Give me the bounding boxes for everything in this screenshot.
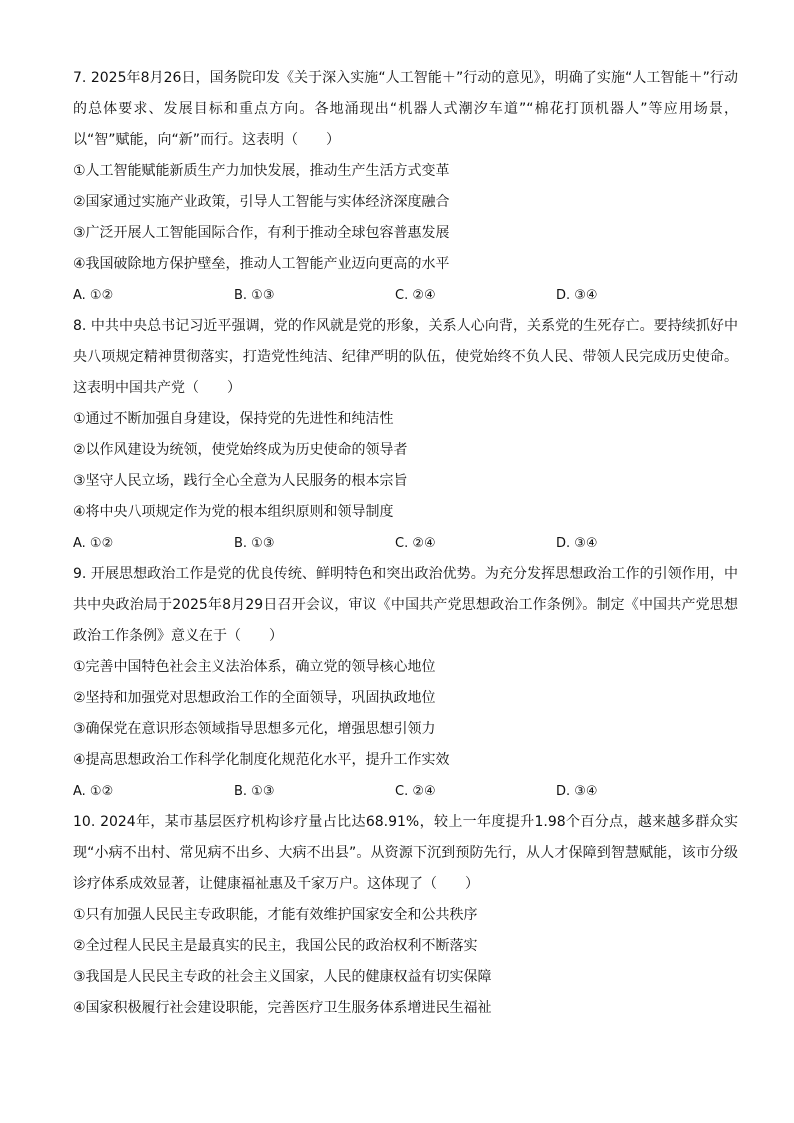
question-stem: 7. 2025年8月26日，国务院印发《关于深入实施“人工智能＋”行动的意见》，明确了实施“人工智能＋”行动的总体要求、发展目标和重点方向。各地涌现出“机器人式潮汐车道”“棉花打顶机器人”等应用场景，以“智”赋能，向“新”而行。这表明（ ） <box>73 70 738 148</box>
statement-4: ④我国破除地方保护壁垒，推动人工智能产业迈向更高的水平 <box>73 256 450 272</box>
statement-3: ③坚守人民立场，践行全心全意为人民服务的根本宗旨 <box>73 473 408 489</box>
choice-c: C. ②④ <box>395 536 436 551</box>
statement-2: ②全过程人民民主是最真实的民主，我国公民的政治权利不断落实 <box>73 938 478 954</box>
answer-choices <box>73 280 738 311</box>
answer-choices <box>73 776 738 807</box>
statement-3: ③我国是人民民主专政的社会主义国家，人民的健康权益有切实保障 <box>73 969 492 985</box>
choice-c: C. ②④ <box>395 288 436 303</box>
question-8 <box>73 311 738 559</box>
choice-d: D. ③④ <box>556 536 598 551</box>
question-9 <box>73 559 738 807</box>
choice-d: D. ③④ <box>556 784 598 799</box>
question-7 <box>73 63 738 311</box>
statement-1: ①通过不断加强自身建设，保持党的先进性和纯洁性 <box>73 411 394 427</box>
choice-b: B. ①③ <box>234 288 275 303</box>
choice-a: A. ①② <box>73 784 114 799</box>
choice-b: B. ①③ <box>234 784 275 799</box>
statement-3: ③广泛开展人工智能国际合作，有利于推动全球包容普惠发展 <box>73 225 450 241</box>
choice-c: C. ②④ <box>395 784 436 799</box>
choice-a: A. ①② <box>73 288 114 303</box>
statement-3: ③确保党在意识形态领域指导思想多元化，增强思想引领力 <box>73 721 436 737</box>
statement-4: ④国家积极履行社会建设职能，完善医疗卫生服务体系增进民生福祉 <box>73 1000 492 1016</box>
question-stem: 8. 中共中央总书记习近平强调，党的作风就是党的形象，关系人心向背，关系党的生死存亡。要持续抓好中央八项规定精神贯彻落实，打造党性纯洁、纪律严明的队伍，使党始终不负人民、带领人民完成历史使命。这表明中国共产党（ ） <box>73 318 738 396</box>
choice-b: B. ①③ <box>234 536 275 551</box>
question-10 <box>73 807 738 1024</box>
statement-4: ④将中央八项规定作为党的根本组织原则和领导制度 <box>73 504 394 520</box>
statement-1: ①只有加强人民民主专政职能，才能有效维护国家安全和公共秩序 <box>73 907 478 923</box>
statement-1: ①完善中国特色社会主义法治体系，确立党的领导核心地位 <box>73 659 436 675</box>
answer-choices <box>73 528 738 559</box>
statement-2: ②以作风建设为统领，使党始终成为历史使命的领导者 <box>73 442 408 458</box>
choice-a: A. ①② <box>73 536 114 551</box>
statement-2: ②国家通过实施产业政策，引导人工智能与实体经济深度融合 <box>73 194 450 210</box>
statement-1: ①人工智能赋能新质生产力加快发展，推动生产生活方式变革 <box>73 163 450 179</box>
choice-d: D. ③④ <box>556 288 598 303</box>
question-stem: 10. 2024年，某市基层医疗机构诊疗量占比达68.91%，较上一年度提升1.98个百分点，越来越多群众实现“小病不出村、常见病不出乡、大病不出县”。从资源下沉到预防先行，从人才保障到智慧赋能，该市分级诊疗体系成效显著，让健康福祉惠及千家万户。这体现了（ ） <box>73 814 738 892</box>
question-stem: 9. 开展思想政治工作是党的优良传统、鲜明特色和突出政治优势。为充分发挥思想政治工作的引领作用，中共中央政治局于2025年8月29日召开会议，审议《中国共产党思想政治工作条例》。制定《中国共产党思想政治工作条例》意义在于（ ） <box>73 566 738 644</box>
statement-4: ④提高思想政治工作科学化制度化规范化水平，提升工作实效 <box>73 752 450 768</box>
statement-2: ②坚持和加强党对思想政治工作的全面领导，巩固执政地位 <box>73 690 436 706</box>
